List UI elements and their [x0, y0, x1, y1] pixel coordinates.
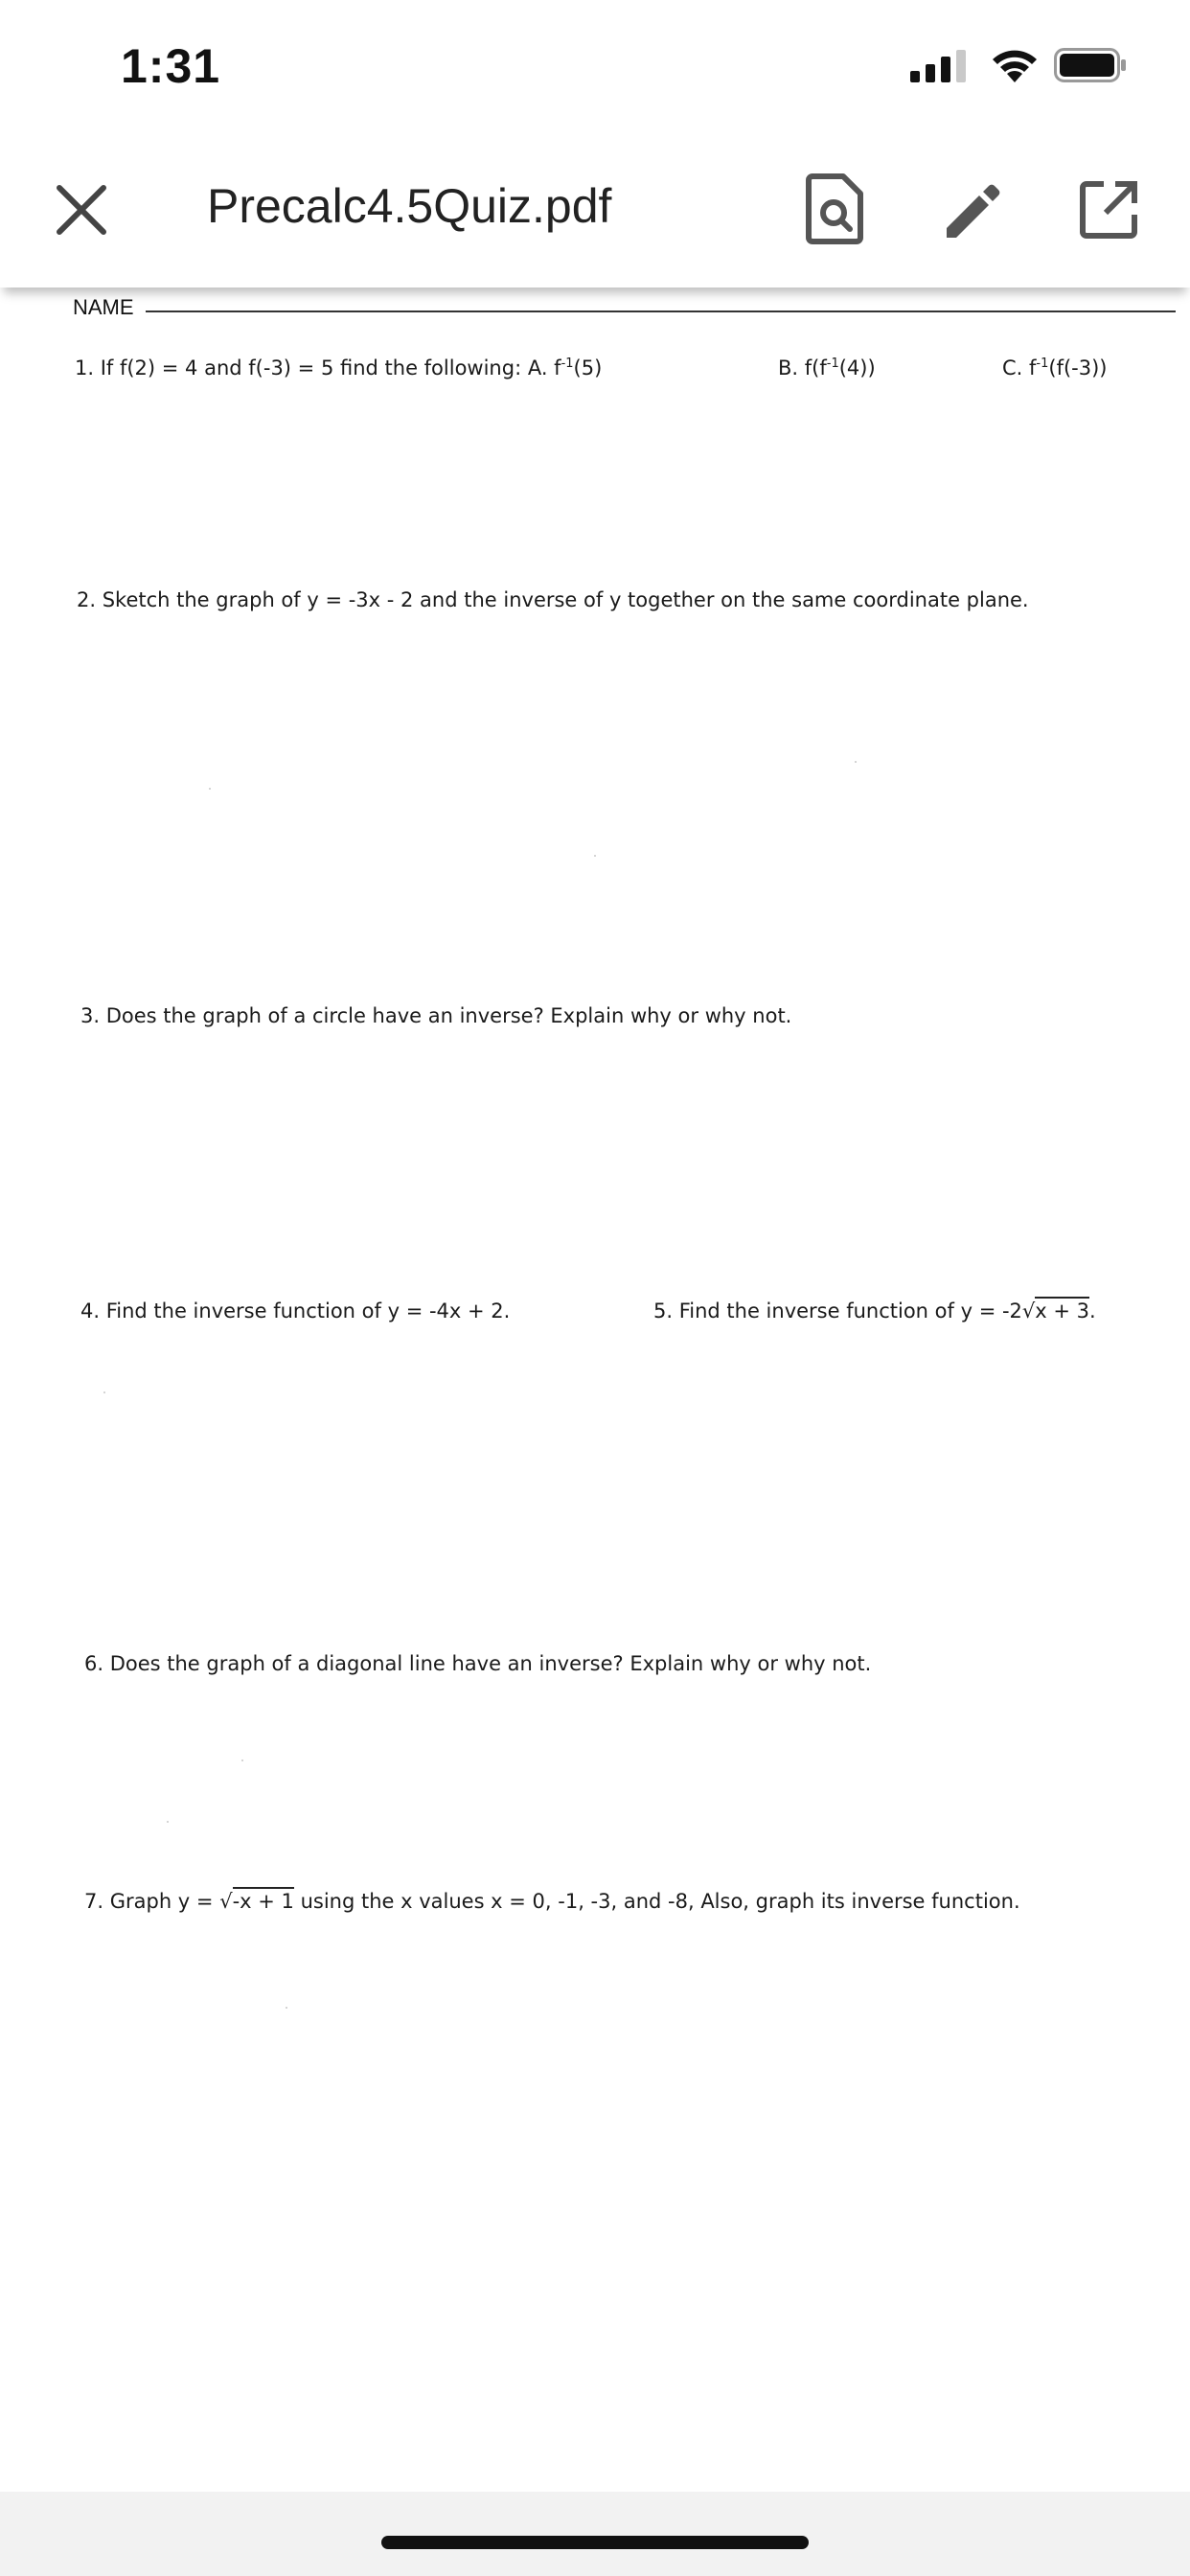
question-1b — [778, 356, 876, 380]
signal-icon — [910, 50, 972, 82]
bottom-bar — [0, 2492, 1190, 2576]
status-bar — [0, 0, 1190, 125]
q7-lead: 7. Graph y = — [84, 1890, 220, 1913]
document-title: Precalc4.5Quiz.pdf — [207, 179, 612, 233]
wifi-icon — [991, 46, 1039, 84]
search-document-icon[interactable] — [805, 172, 866, 245]
home-indicator[interactable] — [381, 2536, 809, 2549]
q1-b-tail: (4)) — [838, 356, 876, 380]
scan-speck — [594, 855, 596, 857]
q1-c-superscript: -1 — [1036, 356, 1049, 371]
q1-a-tail: (5) — [573, 356, 603, 380]
q1-a-superscript: -1 — [561, 356, 574, 371]
sqrt-symbol: √ — [1021, 1300, 1036, 1322]
q1-c-tail: (f(-3)) — [1048, 356, 1108, 380]
scan-speck — [241, 1760, 243, 1761]
q5-tail: . — [1089, 1300, 1096, 1322]
question-2: 2. Sketch the graph of y = -3x - 2 and the inverse of y together on the same coordinate plane. — [77, 588, 1029, 611]
pdf-page[interactable] — [0, 288, 1190, 2482]
scan-speck — [103, 1392, 105, 1393]
close-icon[interactable] — [50, 178, 113, 242]
question-4: 4. Find the inverse function of y = -4x + 2. — [80, 1300, 511, 1322]
scan-speck — [855, 761, 857, 763]
question-5 — [653, 1300, 1096, 1322]
q5-lead: 5. Find the inverse function of y = -2 — [653, 1300, 1022, 1322]
battery-icon — [1054, 46, 1127, 84]
app-bar — [0, 125, 1190, 288]
name-label: NAME — [73, 295, 134, 319]
q1-b-lead: B. f(f — [778, 356, 827, 380]
question-1c — [1002, 356, 1108, 380]
edit-pencil-icon[interactable] — [939, 176, 1006, 243]
scan-speck — [167, 1821, 169, 1823]
question-3: 3. Does the graph of a circle have an inverse? Explain why or why not. — [80, 1004, 792, 1027]
q1-text: 1. If f(2) = 4 and f(-3) = 5 find the following: A. f — [75, 356, 561, 380]
q7-tail: using the x values x = 0, -1, -3, and -8, Also, graph its inverse function. — [293, 1890, 1020, 1913]
q1-b-superscript: -1 — [826, 356, 839, 371]
question-6: 6. Does the graph of a diagonal line have an inverse? Explain why or why not. — [84, 1652, 872, 1675]
scan-speck — [286, 2007, 287, 2009]
status-time: 1:31 — [121, 39, 221, 93]
scan-speck — [209, 788, 211, 790]
q5-radicand: x + 3 — [1035, 1297, 1089, 1322]
name-line — [146, 310, 1176, 312]
sqrt-symbol: √ — [219, 1890, 233, 1913]
question-1 — [75, 356, 602, 380]
q1-c-lead: C. f — [1002, 356, 1037, 380]
question-7 — [84, 1890, 1020, 1913]
open-external-icon[interactable] — [1075, 176, 1142, 243]
q7-radicand: -x + 1 — [233, 1887, 294, 1913]
